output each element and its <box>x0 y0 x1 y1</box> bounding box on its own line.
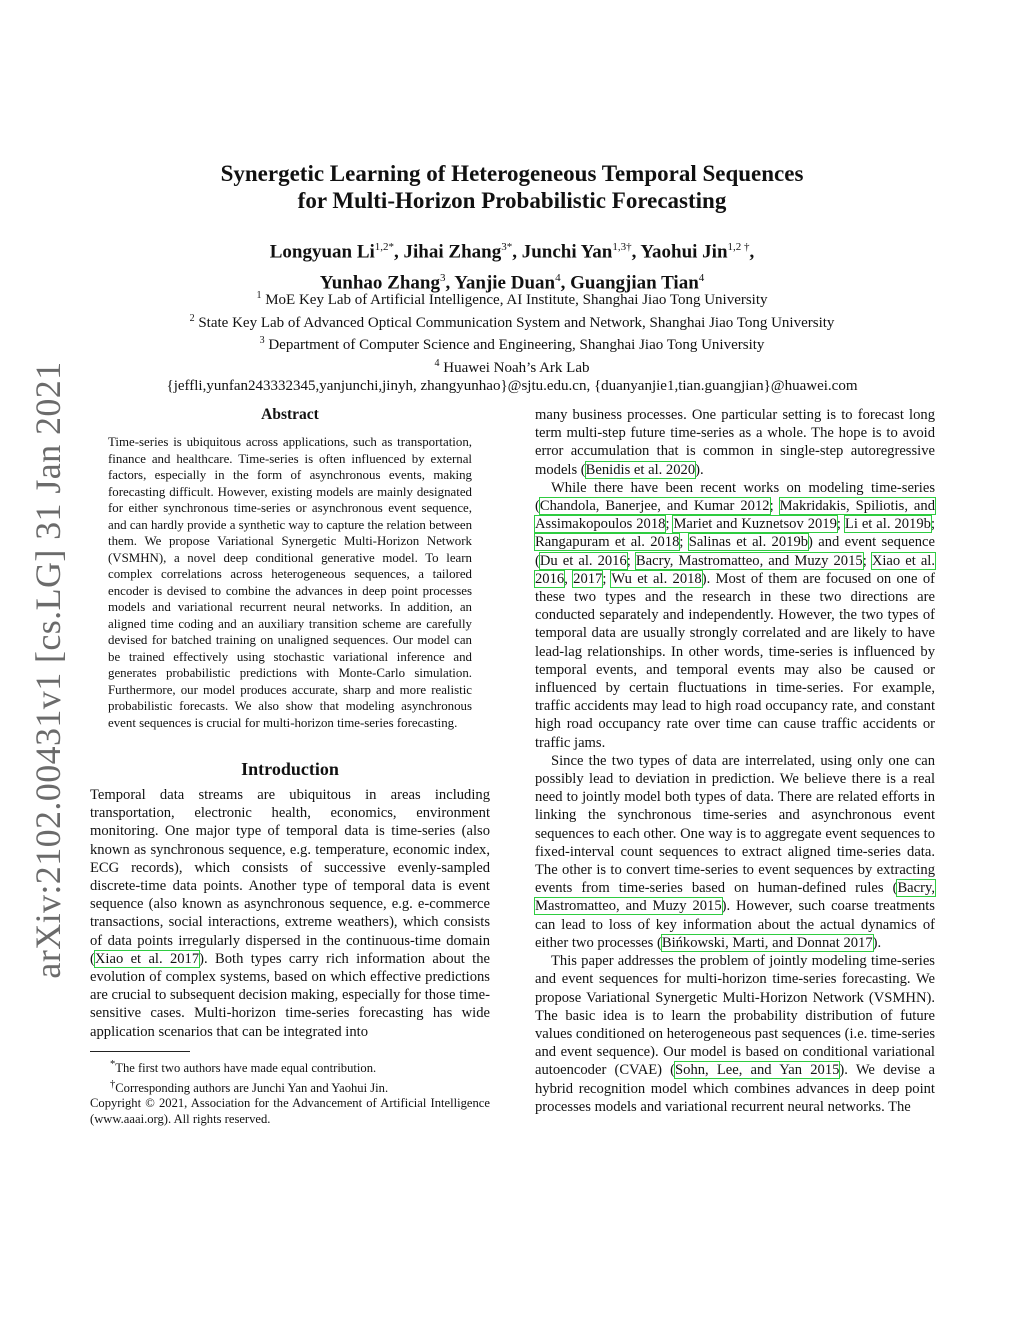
affiliation-number: 4 <box>434 357 440 369</box>
affiliation-text: State Key Lab of Advanced Optical Communication System and Network, Shanghai Jiao Tong University <box>198 314 835 331</box>
introduction-heading: Introduction <box>241 759 339 779</box>
citation-link[interactable]: Chandola, Banerjee, and Kumar 2012 <box>539 498 770 515</box>
affiliation-text: MoE Key Lab of Artificial Intelligence, AI Institute, Shanghai Jiao Tong University <box>265 292 768 308</box>
footnote-text: Corresponding authors are Junchi Yan and Yaohui Jin. <box>115 1080 389 1095</box>
citation-link[interactable]: Du et al. 2016 <box>539 552 627 569</box>
author-affil-mark: 1,2 † <box>727 241 750 253</box>
citation-link[interactable]: Rangapuram et al. 2018 <box>535 534 680 551</box>
author-affil-mark: 1,2* <box>374 241 395 253</box>
footnote-1 <box>90 1057 490 1077</box>
citation-link[interactable]: Mariet and Kuznetsov 2019 <box>673 516 837 533</box>
title-line-2: for Multi-Horizon Probabilistic Forecasting <box>297 188 727 213</box>
arxiv-id-text: arXiv:2102.00431v1 [cs.LG] 31 Jan 2021 <box>28 361 68 979</box>
affiliation-number: 1 <box>256 290 262 301</box>
affiliation-4 <box>100 355 924 378</box>
author-name: Junchi Yan <box>521 241 613 263</box>
copyright-notice: Copyright © 2021, Association for the Advancement of Artificial Intelligence (www.aaai.org). All rights reserved. <box>90 1096 490 1126</box>
right-column <box>535 406 935 1116</box>
author-name: Yanjie Duan <box>454 272 556 294</box>
paragraph-text: ). However, such coarse treatments can lead to loss of key information about the actual dynamics of either two processes ( <box>535 898 935 951</box>
citation-link[interactable]: Xiao et al. 2016 <box>535 552 936 587</box>
paragraph-text: many business processes. One particular setting is to forecast long term multi-step future time-series as a whole. The hope is to avoid error accumulation that is common in single-step autoregressive models ( <box>535 407 935 478</box>
author-affil-mark: 3 <box>439 272 446 285</box>
author-emails: {jeffli,yunfan243332345,yanjunchi,jinyh, zhangyunhao}@sjtu.edu.cn, {duanyanjie1,tian.guangjian}@huawei.com <box>166 378 858 394</box>
author-name: Yaohui Jin <box>640 241 728 263</box>
paragraph-text: ). <box>872 934 882 951</box>
affiliation-2 <box>100 310 924 333</box>
paper-title <box>150 160 874 214</box>
affiliation-number: 3 <box>259 335 265 346</box>
author-line-1: Longyuan $Li^{1,2*}$, Jihai Zhang$^{3*}$, Junchi Yan$^{1,3\dagger}$, Yaohui Jin$^{1,2 \dagger}$, <box>269 241 755 263</box>
intro-paragraph-2: While there have been recent works on modeling time-series (Chandola, Banerjee, and Kumar 2012; Makridakis, Spiliotis, and Assimakopoulos 2018; Mariet and Kuznetsov 2019; Li et al. 2019b; Rangapuram et al. 2018; Salinas et al. 2019b) and event sequence (Du et al. 2016; Bacry, Mastromatteo, and Muzy 2015; Xiao et al. 2016, 2017; Wu et al. 2018). Most of them are focused on one of these two types and the research in these two directions are conducted separately and independently. However, the two types of temporal data are usually strongly correlated and are likely to have lead-lag relationships. In other words, time-series is influenced by temporal events, and temporal events may also be caused or influenced by certain fluctuations in time-series. For example, traffic accidents may lead to high road occupancy rate, and constant high road occupancy rate over time can cause traffic accidents or traffic jams. <box>535 479 936 751</box>
affiliation-text: Huawei Noah’s Ark Lab <box>443 359 590 376</box>
affiliation-3 <box>100 332 924 355</box>
author-line-2: Yunhao Zhang$^3$, Yanjie Duan$^4$, Guangjian Tian$^4$ <box>319 272 705 294</box>
citation-link[interactable]: 2017 <box>573 570 603 587</box>
intro-paragraph-4 <box>535 952 935 1116</box>
citation-link[interactable]: Salinas et al. 2019b <box>688 534 809 551</box>
intro-paragraph-3 <box>535 752 935 952</box>
footnote-mark: * <box>110 1058 116 1070</box>
left-column <box>90 406 490 1127</box>
paragraph-text: Temporal data streams are ubiquitous in areas including transportation, electronic health, economics, environment monitoring. One major type of temporal data is time-series (also known as synchronous sequence, e.g. temperature, economic index, ECG records), which consists of successive evenly-sampled discrete-time data points. Another type of temporal data is event sequence (also known as asynchronous sequence, e.g. e-commerce transactions, social interactions, extreme weathers), which consists of data points irregularly dispersed in the continuous-time domain ( <box>90 787 490 967</box>
paragraph-text: Since the two types of data are interrelated, using only one can possibly lead to deviation in prediction. We believe there is a real need to jointly model both types of data. There are related efforts in linking the synchronous time-series and asynchronous event sequences to each other. One way is to aggregate event sequences to fixed-interval count sequences to extract aligned time-series data. The other is to convert time-series to event sequences by extracting events from time-series based on human-defined rules ( <box>535 752 935 897</box>
paragraph-text: This paper addresses the problem of jointly modeling time-series and event sequences for multi-horizon time-series forecasting. We propose Variational Synergetic Multi-Horizon Network (VSMHN). The basic idea is to learn the probability distribution of future values conditioned on heterogeneous past sequences (i.e. time-series and event sequence). Our model is based on conditional variational autoencoder (CVAE) ( <box>535 953 935 1079</box>
paragraph-text: ). Most of them are focused on one of these two types and the research in these two directions are conducted separately and independently. However, the two types of temporal data are usually strongly correlated and are likely to have lead-lag relationships. In other words, time-series is influenced by temporal events, and temporal events may also be caused or influenced by certain fluctuations in time-series. For example, traffic accidents may lead to high road occupancy rate, and constant high road occupancy rate over time can cause traffic accidents or traffic jams. <box>535 570 935 751</box>
author-affil-mark: 4 <box>698 272 705 285</box>
paragraph-text: ). <box>695 461 704 478</box>
citation-link[interactable]: Wu et al. 2018 <box>611 570 702 587</box>
affiliation-1 <box>100 287 924 310</box>
affiliations <box>100 287 924 396</box>
paragraph-text: While there have been recent works on modeling time-series ( <box>535 479 935 515</box>
author-affil-mark: 3* <box>501 241 513 253</box>
author-name: Jihai Zhang <box>403 241 502 263</box>
affiliation-number: 2 <box>189 312 195 324</box>
intro-paragraph-1-continued <box>535 406 935 479</box>
footnote-text: The first two authors have made equal contribution. <box>115 1061 377 1076</box>
citation-link[interactable]: Makridakis, Spiliotis, and Assimakopoulos 2018 <box>535 498 935 533</box>
paragraph-text: ). Both types carry rich information about the evolution of complex systems, based on which effective predictions are crucial to subsequent decision making, especially for those time-sensitive cases. Multi-horizon time-series forecasting has wide application scenarios that can be integrated into <box>90 950 491 1040</box>
intro-paragraph-1 <box>90 786 490 1041</box>
author-name: Guangjian Tian <box>570 272 699 294</box>
citation-link[interactable]: Li et al. 2019b <box>844 516 931 533</box>
citation-link[interactable]: Bacry, Mastromatteo, and Muzy 2015 <box>535 880 935 915</box>
arxiv-side-stamp <box>28 361 68 979</box>
affiliation-text: Department of Computer Science and Engineering, Shanghai Jiao Tong University <box>268 337 765 353</box>
citation-link[interactable]: Sohn, Lee, and Yan 2015 <box>675 1062 840 1079</box>
citation-link[interactable]: Xiao et al. 2017 <box>94 950 200 967</box>
author-name: Longyuan Li <box>269 241 375 263</box>
citation-link[interactable]: Bacry, Mastromatteo, and Muzy 2015 <box>635 552 863 569</box>
abstract-heading: Abstract <box>261 406 319 423</box>
footnote-mark: † <box>110 1078 116 1090</box>
author-affil-mark: 4 <box>555 272 561 285</box>
paragraph-text: ) and event sequence ( <box>535 534 935 569</box>
paragraph-text: ). We devise a hybrid recognition model which combines advances in deep point processes models and variational recurrent neural networks. The <box>535 1062 935 1115</box>
footnote-2 <box>90 1077 490 1097</box>
author-affil-mark: 1,3† <box>612 241 632 253</box>
author-name: Yunhao Zhang <box>319 272 440 294</box>
title-line-1: Synergetic Learning of Heterogeneous Temporal Sequences <box>220 161 804 186</box>
citation-link[interactable]: Bińkowski, Marti, and Donnat 2017 <box>661 934 873 951</box>
citation-link[interactable]: Benidis et al. 2020 <box>585 461 696 478</box>
footnote-divider <box>90 1051 190 1052</box>
abstract-text: Time-series is ubiquitous across applications, such as transportation, finance and healthcare. Time-series is often influenced by external factors, especially in the form of asynchronous events, making forecasting difficult. However, existing models are mainly designated for either synchronous time-series or asynchronous event sequence, and can hardly provide a synthetic way to capture the relation between them. We propose Variational Synergetic Multi-Horizon Network (VSMHN), a novel deep conditional generative model. To learn complex correlations across heterogeneous sequences, a tailored encoder is devised to combine the advances in deep point processes models and variational recurrent neural networks. In addition, an aligned time coding and an auxiliary transition scheme are carefully devised for batched training on unaligned sequences. Our model can be trained effectively using stochastic variational inference and generates probabilistic predictions with Monte-Carlo simulation. Furthermore, our model produces accurate, sharp and more realistic probabilistic forecasts. We also show that modeling asynchronous event sequences is crucial for multi-horizon time-series forecasting. <box>108 435 473 730</box>
